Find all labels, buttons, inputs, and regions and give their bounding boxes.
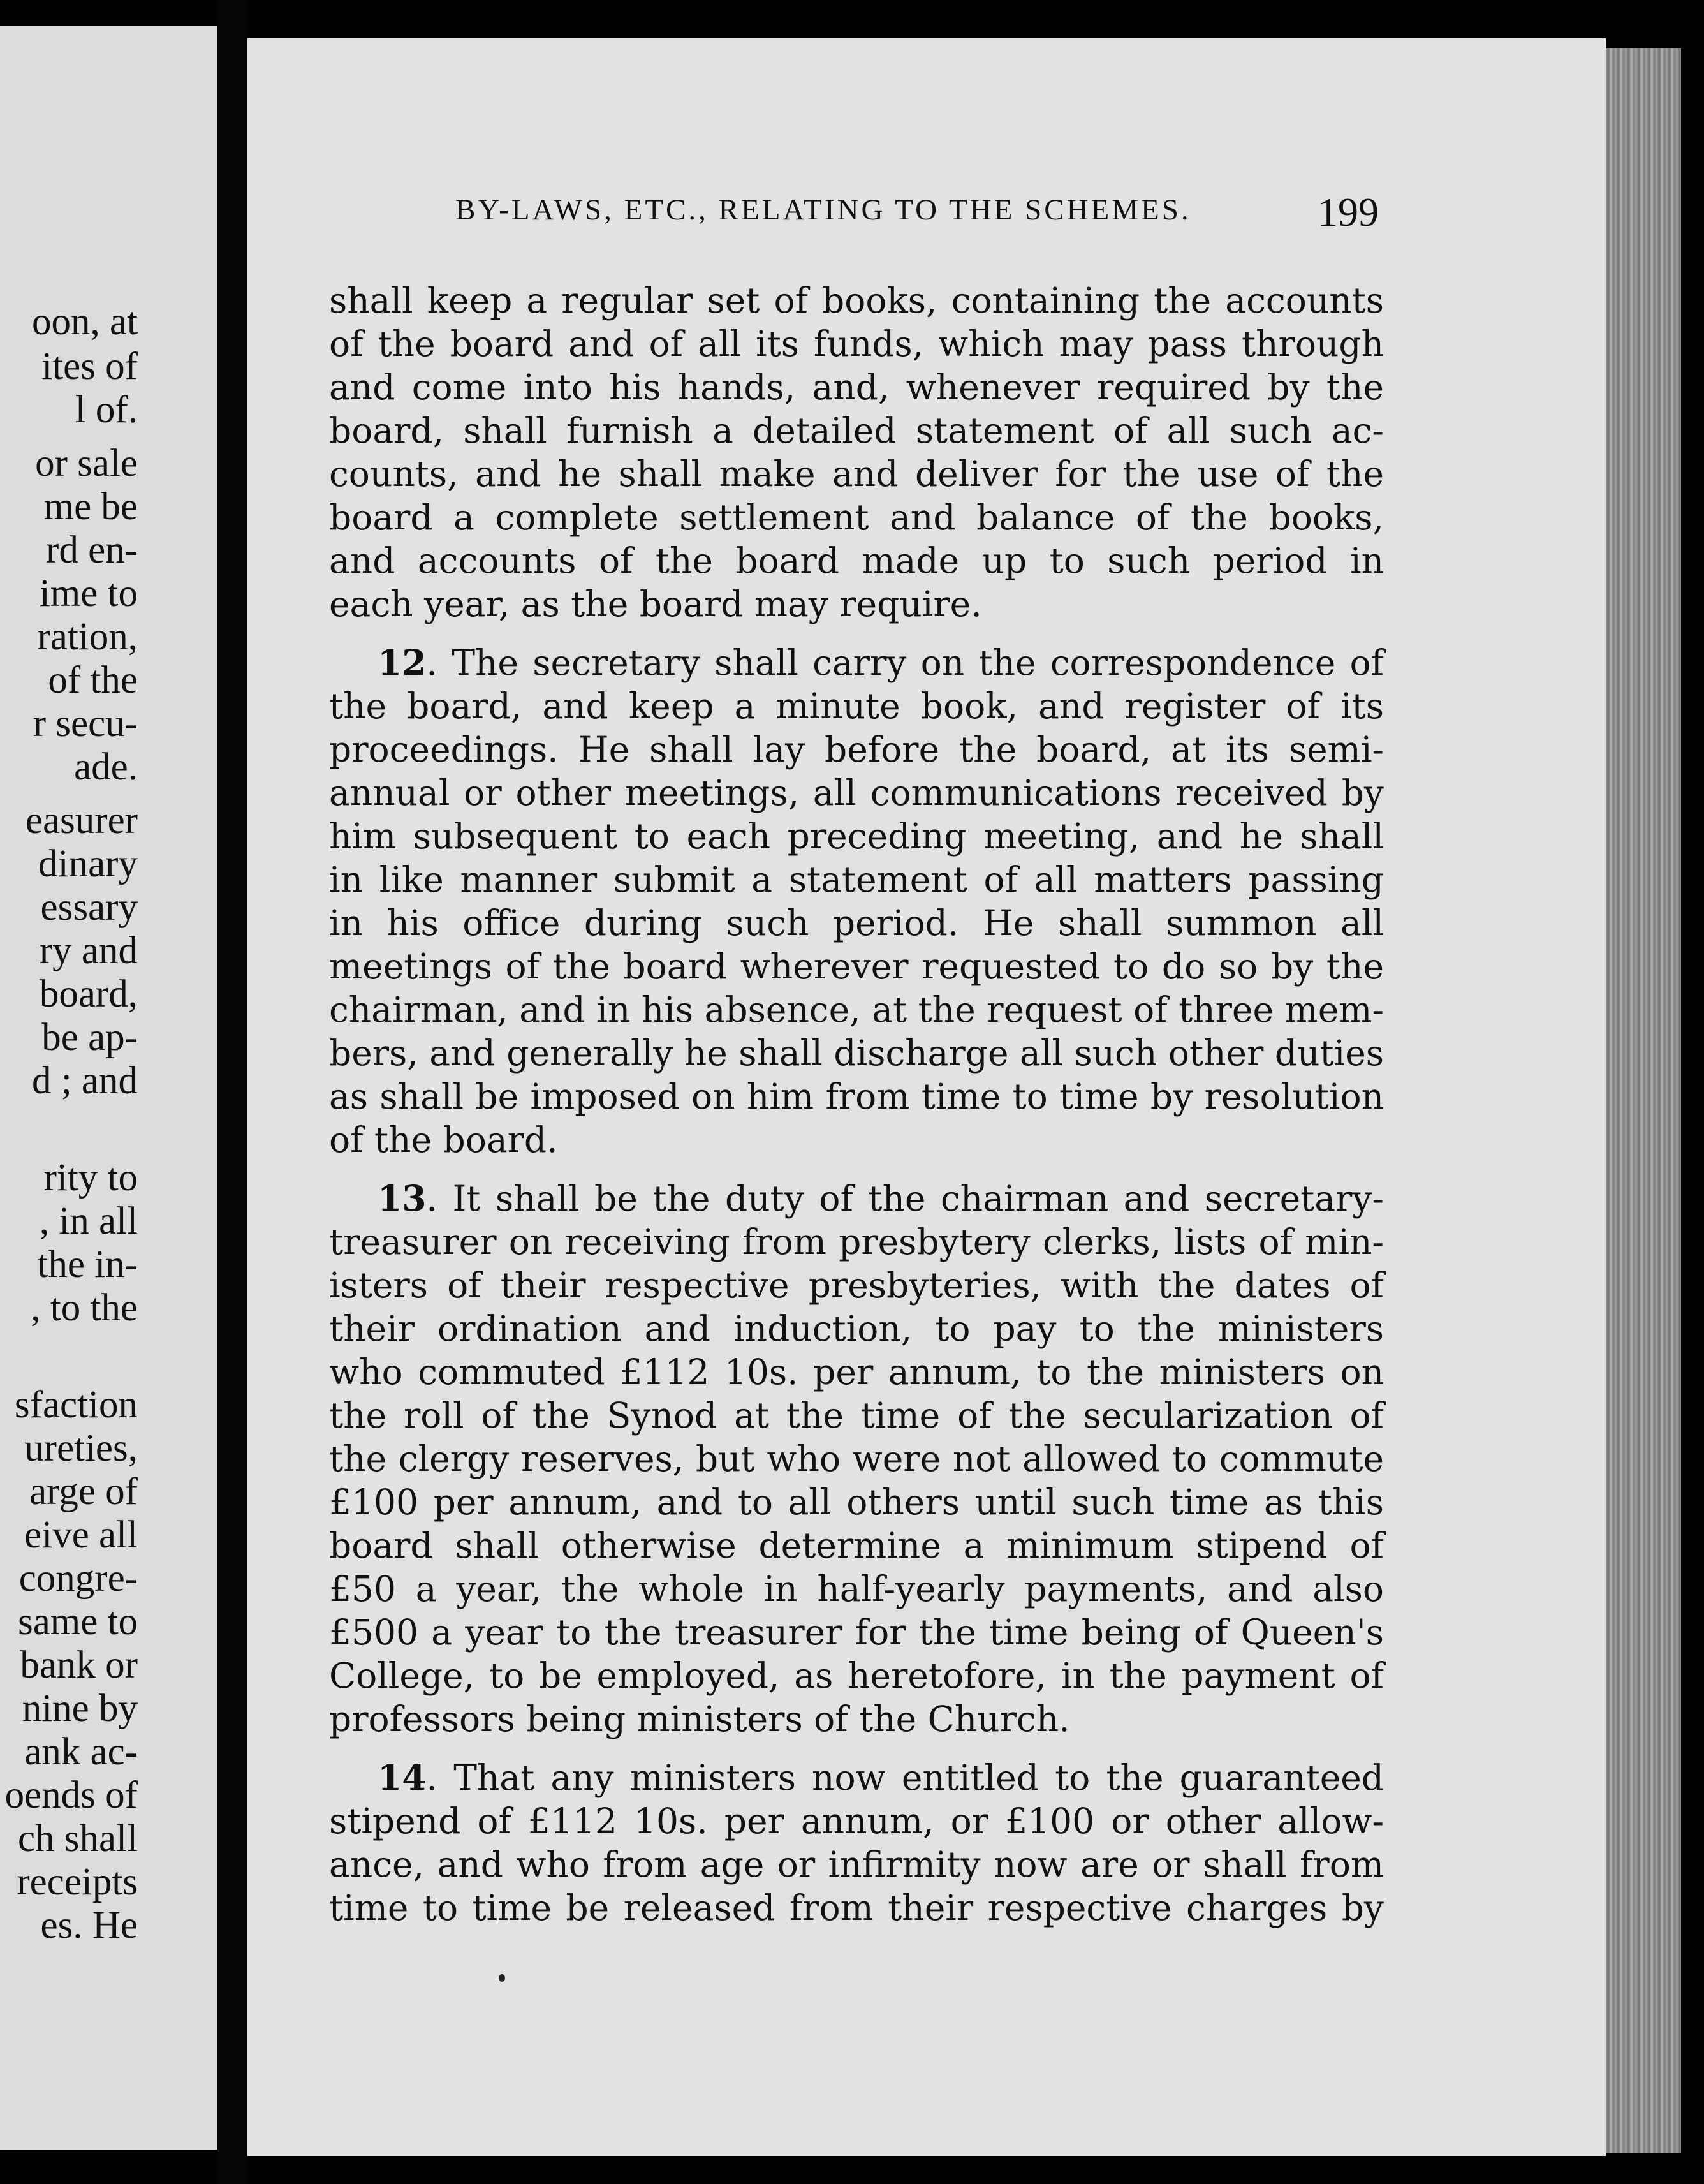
text-line: stipend of £112 10s. per annum, or £100 or other allow- bbox=[329, 1801, 1384, 1841]
text-line: 12. The secretary shall carry on the correspondence of bbox=[378, 642, 1384, 683]
text-line: and accounts of the board made up to such period in bbox=[329, 540, 1384, 581]
facing-page-line: oends of bbox=[4, 1774, 138, 1817]
ink-speck bbox=[499, 1974, 505, 1982]
text-line: annual or other meetings, all communications received by bbox=[329, 772, 1384, 813]
text-line: proceedings. He shall lay before the board, at its semi- bbox=[329, 729, 1384, 770]
section-number: 13 bbox=[378, 1177, 427, 1219]
text-line: College, to be employed, as heretofore, in the payment of bbox=[329, 1655, 1384, 1696]
facing-page-line: eive all bbox=[24, 1514, 138, 1556]
text-line: meetings of the board wherever requested to do so by the bbox=[329, 946, 1384, 987]
section-number: 12 bbox=[378, 642, 427, 683]
facing-page-line: sfaction bbox=[14, 1383, 138, 1426]
text-line: 14. That any ministers now entitled to the guaranteed bbox=[378, 1757, 1384, 1798]
facing-page-line: easurer bbox=[25, 799, 138, 842]
text-line: of the board and of all its funds, which may pass through bbox=[329, 323, 1384, 364]
facing-page-line: oon, at bbox=[31, 300, 138, 343]
text-line: each year, as the board may require. bbox=[329, 584, 982, 624]
text-line: professors being ministers of the Church. bbox=[329, 1699, 1070, 1739]
section-text: It shall be the duty of the chairman and secretary- bbox=[452, 1178, 1384, 1219]
book-gutter bbox=[217, 0, 247, 2184]
facing-page-line: , in all bbox=[39, 1200, 138, 1243]
facing-page-line: me be bbox=[43, 485, 138, 528]
facing-page-line: or sale bbox=[35, 442, 138, 485]
text-line: 13. It shall be the duty of the chairman and secretary- bbox=[378, 1177, 1384, 1219]
section-number: 14 bbox=[378, 1757, 427, 1798]
text-line: the board, and keep a minute book, and register of its bbox=[329, 686, 1384, 727]
facing-page-line: rity to bbox=[43, 1156, 138, 1199]
facing-page-line: ime to bbox=[39, 572, 138, 615]
text-line: in like manner submit a statement of all matters passing bbox=[329, 859, 1384, 900]
text-line: as shall be imposed on him from time to time by resolution bbox=[329, 1076, 1384, 1117]
facing-page-line: es. He bbox=[40, 1904, 138, 1947]
text-line: bers, and generally he shall discharge all such other duties bbox=[329, 1033, 1384, 1074]
facing-page-line: bank or bbox=[20, 1644, 138, 1686]
text-line: time to time be released from their respective charges by bbox=[329, 1887, 1384, 1928]
facing-page-line: ank ac- bbox=[24, 1730, 138, 1773]
facing-page-line: arge of bbox=[29, 1470, 138, 1513]
text-line: in his office during such period. He shall summon all bbox=[329, 903, 1384, 943]
text-line: their ordination and induction, to pay to the ministers bbox=[329, 1308, 1384, 1349]
text-line: isters of their respective presbyteries, with the dates of bbox=[329, 1265, 1384, 1306]
facing-page-line: rd en- bbox=[46, 529, 138, 572]
facing-page-line: ade. bbox=[74, 746, 138, 788]
facing-page-line: ureties, bbox=[24, 1427, 138, 1470]
text-line: £100 per annum, and to all others until such time as this bbox=[329, 1482, 1384, 1523]
facing-page-line: receipts bbox=[17, 1861, 138, 1903]
facing-page-line: r secu- bbox=[33, 702, 138, 745]
facing-page-line: board, bbox=[39, 973, 138, 1015]
text-line: and come into his hands, and, whenever required by the bbox=[329, 367, 1384, 408]
facing-page-line: ites of bbox=[41, 345, 138, 388]
text-line: chairman, and in his absence, at the request of three mem- bbox=[329, 989, 1384, 1030]
running-head: BY-LAWS, ETC., RELATING TO THE SCHEMES. bbox=[455, 193, 1191, 226]
text-line: ance, and who from age or infirmity now are or shall from bbox=[329, 1844, 1384, 1885]
facing-page-line: ration, bbox=[37, 616, 138, 658]
facing-page-line: nine by bbox=[22, 1687, 138, 1730]
text-line: who commuted £112 10s. per annum, to the ministers on bbox=[329, 1352, 1384, 1392]
facing-page-line: ry and bbox=[39, 929, 138, 972]
facing-page-line: of the bbox=[48, 659, 138, 702]
facing-page-line: dinary bbox=[38, 843, 138, 885]
text-line: £50 a year, the whole in half-yearly payments, and also bbox=[329, 1568, 1384, 1609]
facing-page-line: be ap- bbox=[41, 1016, 138, 1059]
text-line: of the board. bbox=[329, 1119, 558, 1160]
text-line: shall keep a regular set of books, containing the accounts bbox=[329, 280, 1384, 321]
text-line: the roll of the Synod at the time of the secularization of bbox=[329, 1395, 1384, 1436]
section-text: That any ministers now entitled to the guaranteed bbox=[453, 1757, 1384, 1798]
page-edges bbox=[1606, 48, 1681, 2153]
facing-page-line: essary bbox=[40, 886, 138, 929]
section-text: The secretary shall carry on the correspondence of bbox=[452, 642, 1384, 683]
page-number: 199 bbox=[1318, 189, 1379, 235]
text-line: board a complete settlement and balance of the books, bbox=[329, 497, 1384, 538]
facing-page-line: d ; and bbox=[31, 1059, 138, 1102]
text-line: the clergy reserves, but who were not allowed to commute bbox=[329, 1438, 1384, 1479]
text-line: board, shall furnish a detailed statement of all such ac- bbox=[329, 410, 1384, 451]
facing-page-line: the in- bbox=[37, 1243, 138, 1286]
facing-page-fragment bbox=[0, 26, 217, 2150]
facing-page-line: l of. bbox=[75, 388, 138, 431]
text-line: counts, and he shall make and deliver for the use of the bbox=[329, 454, 1384, 494]
text-line: treasurer on receiving from presbytery clerks, lists of min- bbox=[329, 1221, 1384, 1262]
facing-page-line: ch shall bbox=[17, 1817, 138, 1860]
text-line: £500 a year to the treasurer for the time being of Queen's bbox=[329, 1612, 1384, 1653]
facing-page-line: , to the bbox=[31, 1287, 138, 1329]
text-line: board shall otherwise determine a minimum stipend of bbox=[329, 1525, 1384, 1566]
text-line: him subsequent to each preceding meeting, and he shall bbox=[329, 816, 1384, 857]
facing-page-line: congre- bbox=[18, 1557, 138, 1600]
facing-page-line: same to bbox=[17, 1600, 138, 1643]
